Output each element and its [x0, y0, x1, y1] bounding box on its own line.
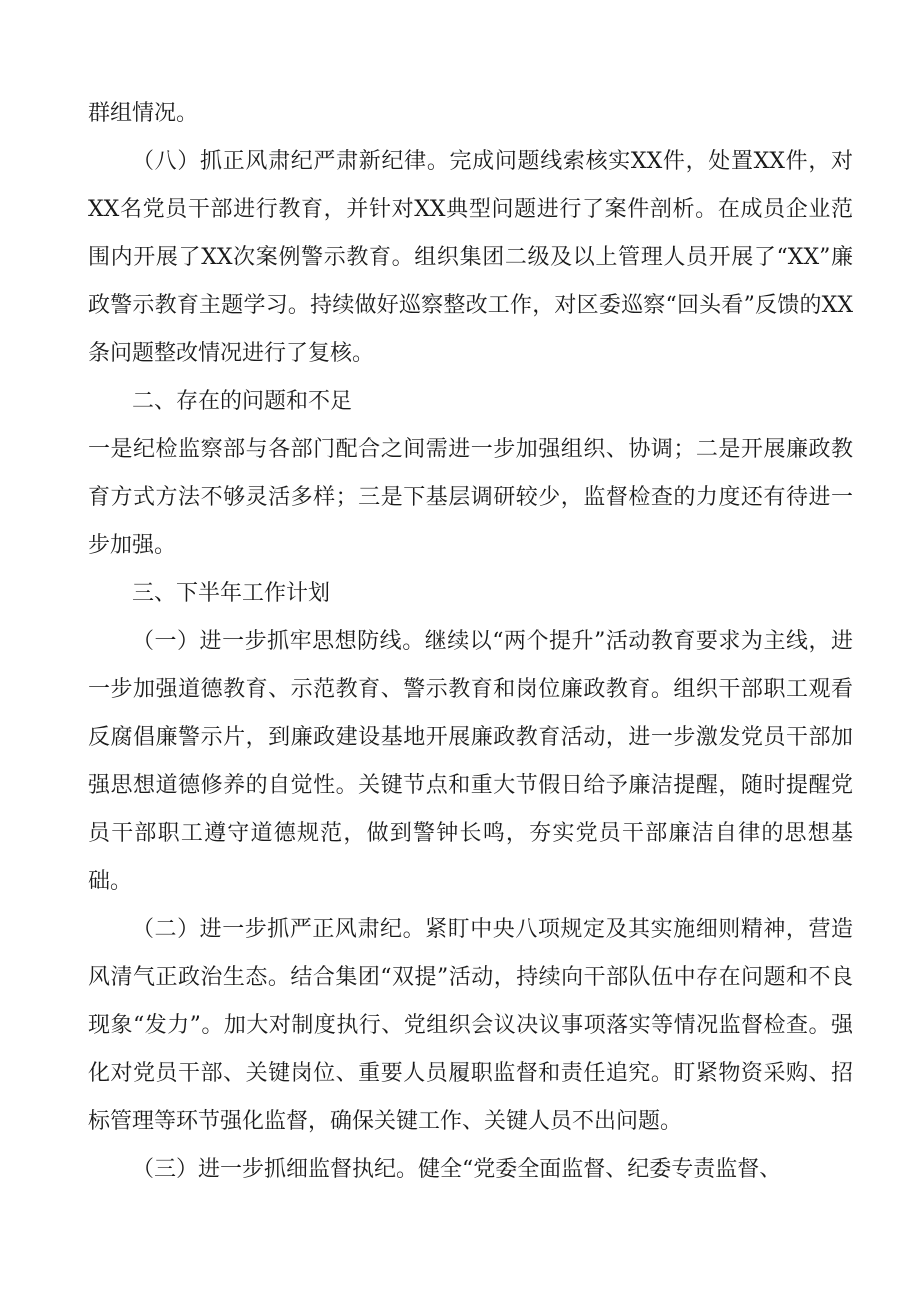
section-heading-plan: 三、下半年工作计划: [132, 581, 331, 606]
document-body: [88, 90, 853, 1194]
paragraph-plan-two: （二）进一步抓严正风肃纪。紧盯中央八项规定及其实施细则精神，营造风清气正政治生态。结合集团“双提”活动，持续向干部队伍中存在问题和不良现象“发力”。加大对制度执行、党组织会议决议事项落实等情况监督检查。强化对党员干部、关键岗位、重要人员履职监督和责任追究。盯紧物资采购、招标管理等环节强化监督，确保关键工作、关键人员不出问题。: [88, 917, 853, 1134]
paragraph-section-eight: （八）抓正风肃纪严肃新纪律。完成问题线索核实XX件，处置XX件，对XX名党员干部进行教育，并针对XX典型问题进行了案件剖析。在成员企业范围内开展了XX次案例警示教育。组织集团二级及以上管理人员开展了“XX”廉政警示教育主题学习。持续做好巡察整改工作，对区委巡察“回头看”反馈的XX条问题整改情况进行了复核。: [88, 149, 853, 366]
paragraph-problems: 一是纪检监察部与各部门配合之间需进一步加强组织、协调；二是开展廉政教育方式方法不够灵活多样；三是下基层调研较少，监督检查的力度还有待进一步加强。: [88, 437, 853, 558]
paragraph-plan-one: （一）进一步抓牢思想防线。继续以“两个提升”活动教育要求为主线，进一步加强道德教育、示范教育、警示教育和岗位廉政教育。组织干部职工观看反腐倡廉警示片，到廉政建设基地开展廉政教育活动，进一步激发党员干部加强思想道德修养的自觉性。关键节点和重大节假日给予廉洁提醒，随时提醒党员干部职工遵守道德规范，做到警钟长鸣，夯实党员干部廉洁自律的思想基础。: [88, 629, 853, 894]
paragraph-plan-three: （三）进一步抓细监督执纪。健全“党委全面监督、纪委专责监督、: [132, 1157, 782, 1182]
section-heading-problems: 二、存在的问题和不足: [132, 389, 353, 414]
paragraph-continuation: 群组情况。: [88, 101, 199, 126]
